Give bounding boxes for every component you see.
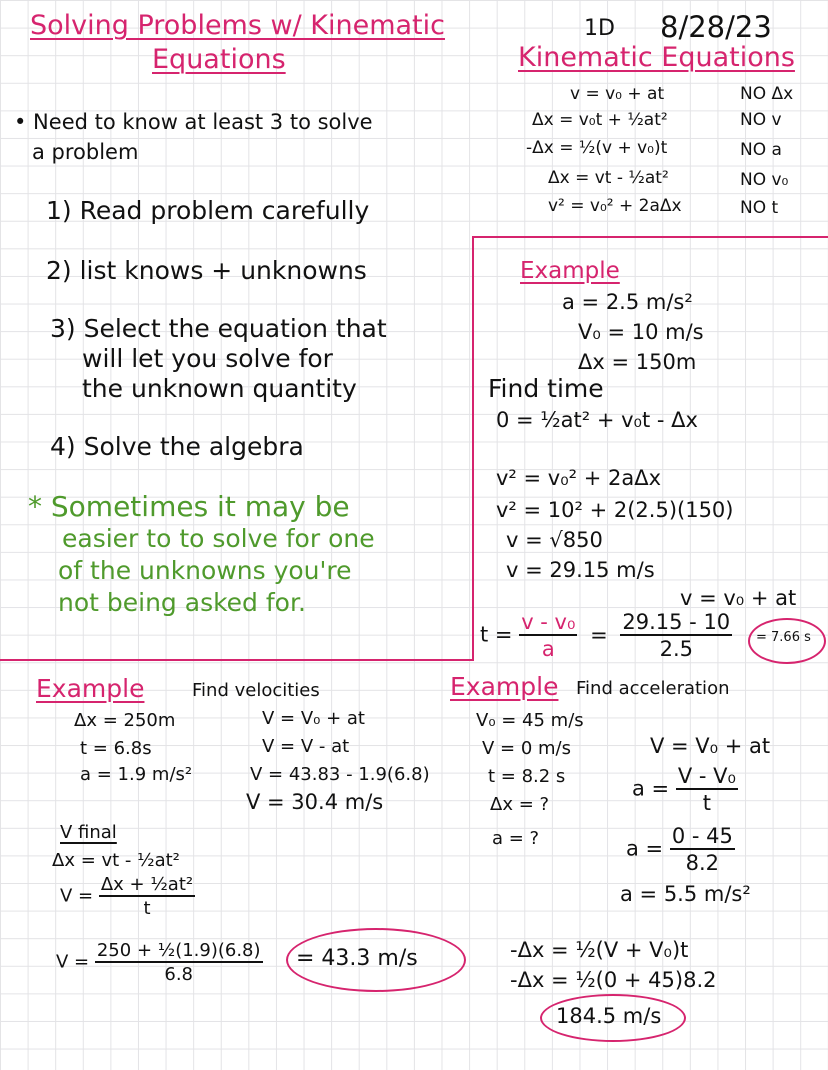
kin-eq-1: v = v₀ + at (570, 84, 665, 104)
example-bl-given-dx: Δx = 250m (74, 710, 176, 731)
dx-result: 184.5 m/s (556, 1004, 662, 1028)
note-line4: not being asked for. (58, 588, 306, 617)
example-right-work-4: v = 29.15 m/s (506, 558, 655, 582)
example-br-label: Example (450, 672, 559, 701)
step-3-line1: 3) Select the equation that (50, 314, 387, 343)
kinematic-title: Kinematic Equations (518, 42, 795, 73)
t-calc-den: 2.5 (659, 637, 693, 661)
a-eq-den: t (702, 791, 711, 815)
t-calc-num: 29.15 - 10 (622, 610, 731, 634)
kin-eq-3-missing: NO a (740, 140, 782, 160)
v-calc (56, 940, 263, 985)
example-right-t-equation (480, 610, 732, 661)
step-1: 1) Read problem carefully (46, 196, 370, 225)
example-right-eq-v: v = v₀ + at (680, 586, 797, 610)
step-4: 4) Solve the algebra (50, 432, 304, 461)
example-br-dx-eq1: -Δx = ½(V + V₀)t (510, 938, 689, 962)
horizontal-divider-right (472, 236, 828, 238)
example-br-find: Find acceleration (576, 678, 730, 699)
a-eq-num: V - V₀ (677, 764, 736, 788)
kin-eq-4: Δx = vt - ½at² (548, 168, 669, 188)
v-calc-den: 6.8 (164, 964, 194, 985)
t-prefix: t = (480, 622, 513, 647)
t-fraction (519, 610, 577, 661)
example-right-given-a: a = 2.5 m/s² (562, 290, 693, 314)
t-equals: = (590, 622, 608, 647)
v-calc-fraction (95, 940, 263, 985)
example-right-work-1: v² = v₀² + 2aΔx (496, 466, 662, 490)
example-br-a-result: a = 5.5 m/s² (620, 882, 751, 906)
example-br-given-v0: V₀ = 45 m/s (476, 710, 584, 731)
unit-label: 1D (584, 16, 615, 41)
step-2: 2) list knows + unknowns (46, 256, 367, 285)
v-result: = 43.3 m/s (296, 946, 418, 971)
v-rearranged-den: t (143, 898, 151, 919)
example-br-dx-eq2: -Δx = ½(0 + 45)8.2 (510, 968, 717, 992)
t-fraction-num: v - v₀ (521, 610, 576, 634)
vertical-divider (472, 236, 474, 660)
note-line2: easier to to solve for one (62, 524, 375, 553)
step-3-line2: will let you solve for (82, 344, 333, 373)
v-final-label: V final (60, 822, 117, 843)
example-bl-find: Find velocities (192, 680, 320, 701)
a-calc-den: 8.2 (685, 851, 720, 875)
a-calc-prefix: a = (626, 836, 664, 861)
example-bl-work-1: V = V₀ + at (262, 708, 365, 729)
intro-bullet-line2: a problem (32, 140, 139, 164)
note-line3: of the unknowns you're (58, 556, 352, 585)
example-bl-label: Example (36, 674, 145, 703)
kin-eq-2: Δx = v₀t + ½at² (532, 110, 668, 130)
kin-eq-1-missing: NO Δx (740, 84, 794, 104)
example-right-eq1: 0 = ½at² + v₀t - Δx (496, 408, 698, 432)
note-line1: * Sometimes it may be (28, 490, 350, 523)
step-3-line3: the unknown quantity (82, 374, 357, 403)
example-bl-work-4: V = 30.4 m/s (246, 790, 384, 814)
kin-eq-4-missing: NO v₀ (740, 170, 789, 190)
example-bl-work-2: V = V - at (262, 736, 350, 757)
example-bl-given-t: t = 6.8s (80, 738, 152, 759)
example-bl-given-a: a = 1.9 m/s² (80, 764, 193, 785)
a-calc-num: 0 - 45 (671, 824, 733, 848)
example-right-label: Example (520, 258, 620, 284)
example-br-given-dx: Δx = ? (490, 794, 550, 815)
page-title-line2: Equations (152, 44, 286, 75)
example-br-given-a: a = ? (492, 828, 540, 849)
kin-eq-3: -Δx = ½(v + v₀)t (526, 138, 668, 158)
a-eq-prefix: a = (632, 776, 670, 801)
v-rearranged-num: Δx + ½at² (100, 874, 194, 895)
horizontal-divider-middle (0, 659, 474, 661)
v-rearranged-fraction (99, 874, 195, 919)
v-final-eq: Δx = vt - ½at² (52, 850, 180, 871)
example-bl-work-3: V = 43.83 - 1.9(6.8) (250, 764, 430, 785)
example-right-given-v0: V₀ = 10 m/s (578, 320, 704, 344)
example-br-a-eq (632, 764, 738, 815)
kin-eq-5-missing: NO t (740, 198, 779, 218)
example-br-a-calc (626, 824, 735, 875)
kin-eq-5: v² = v₀² + 2aΔx (548, 196, 682, 216)
v-calc-prefix: V = (56, 951, 90, 973)
v-rearranged (60, 874, 195, 919)
kin-eq-2-missing: NO v (740, 110, 782, 130)
v-rearranged-prefix: V = (60, 885, 94, 907)
page-title-line1: Solving Problems w/ Kinematic (30, 10, 445, 41)
example-br-given-t: t = 8.2 s (488, 766, 566, 787)
v-calc-num: 250 + ½(1.9)(6.8) (96, 940, 261, 961)
a-eq-fraction (676, 764, 738, 815)
t-fraction-den: a (541, 637, 555, 661)
example-br-given-v: V = 0 m/s (482, 738, 571, 759)
example-right-work-2: v² = 10² + 2(2.5)(150) (496, 498, 734, 522)
t-calc-fraction (620, 610, 732, 661)
intro-bullet-line1: • Need to know at least 3 to solve (14, 110, 373, 134)
date-label: 8/28/23 (660, 10, 772, 44)
t-result: = 7.66 s (756, 630, 811, 645)
example-right-find: Find time (488, 374, 604, 403)
example-right-given-dx: Δx = 150m (578, 350, 697, 374)
example-right-work-3: v = √850 (506, 528, 603, 552)
example-br-eq-v: V = V₀ + at (650, 734, 771, 758)
a-calc-fraction (670, 824, 735, 875)
